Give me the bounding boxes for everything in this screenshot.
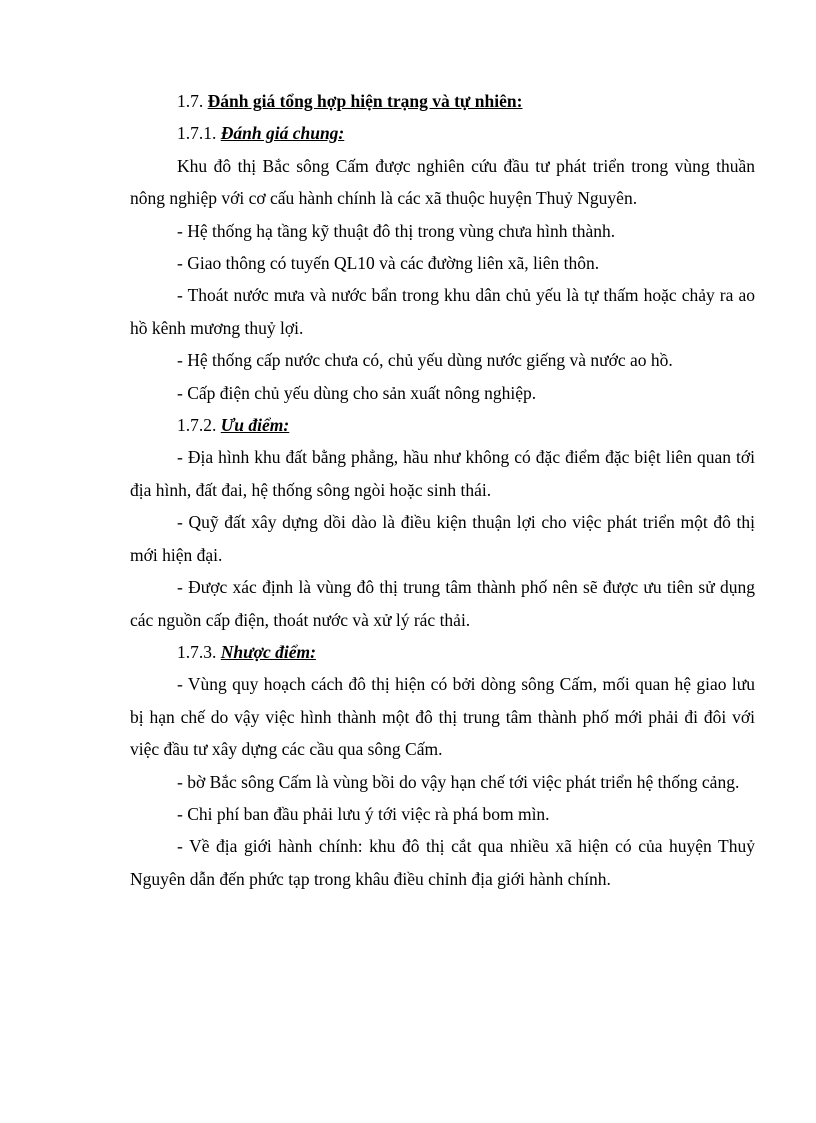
section-heading-1-7-2 bbox=[130, 409, 755, 441]
list-item: - Về địa giới hành chính: khu đô thị cắt qua nhiều xã hiện có của huyện Thuỷ Nguyên dẫn đến phức tạp trong khâu điều chỉnh địa giới hành chính. bbox=[130, 836, 755, 889]
section-number: 1.7.1. bbox=[177, 123, 217, 144]
document-body bbox=[130, 85, 755, 895]
section-number: 1.7.2. bbox=[177, 415, 217, 436]
section-heading-1-7-3 bbox=[130, 636, 755, 668]
paragraph: Khu đô thị Bắc sông Cấm được nghiên cứu đầu tư phát triển trong vùng thuần nông nghiệp với cơ cấu hành chính là các xã thuộc huyện Thuỷ Nguyên. bbox=[130, 155, 755, 209]
list-item: - bờ Bắc sông Cấm là vùng bồi do vậy hạn chế tới việc phát triển hệ thống cảng. bbox=[177, 771, 740, 792]
section-heading-1-7 bbox=[130, 85, 755, 117]
section-number: 1.7.3. bbox=[177, 641, 217, 662]
list-item: - Thoát nước mưa và nước bẩn trong khu dân chủ yếu là tự thấm hoặc chảy ra ao hồ kênh mương thuỷ lợi. bbox=[130, 285, 755, 338]
list-item: - Cấp điện chủ yếu dùng cho sản xuất nông nghiệp. bbox=[177, 382, 537, 403]
list-item: - Quỹ đất xây dựng dồi dào là điều kiện thuận lợi cho việc phát triển một đô thị mới hiện đại. bbox=[130, 512, 755, 565]
list-item: - Hệ thống hạ tầng kỹ thuật đô thị trong vùng chưa hình thành. bbox=[177, 220, 616, 241]
section-title: Nhược điểm: bbox=[220, 641, 316, 662]
list-item: - Chi phí ban đầu phải lưu ý tới việc rà phá bom mìn. bbox=[177, 803, 550, 824]
list-item: - Được xác định là vùng đô thị trung tâm thành phố nên sẽ được ưu tiên sử dụng các nguồn cấp điện, thoát nước và xử lý rác thải. bbox=[130, 577, 755, 630]
section-heading-1-7-1 bbox=[130, 117, 755, 149]
list-item: - Vùng quy hoạch cách đô thị hiện có bởi dòng sông Cấm, mối quan hệ giao lưu bị hạn chế do vậy việc hình thành một đô thị trung tâm thành phố mới phải đi đôi với việc đầu tư xây dựng các cầu qua sông Cấm. bbox=[130, 674, 755, 760]
section-number: 1.7. bbox=[177, 91, 204, 111]
list-item: - Địa hình khu đất bằng phẳng, hầu như không có đặc điểm đặc biệt liên quan tới địa hình, đất đai, hệ thống sông ngòi hoặc sinh thái. bbox=[130, 447, 755, 500]
list-item: - Hệ thống cấp nước chưa có, chủ yếu dùng nước giếng và nước ao hồ. bbox=[177, 350, 673, 371]
list-item: - Giao thông có tuyến QL10 và các đường liên xã, liên thôn. bbox=[177, 253, 600, 274]
section-title: Ưu điểm: bbox=[220, 415, 290, 436]
section-title: Đánh giá tổng hợp hiện trạng và tự nhiên: bbox=[207, 91, 523, 111]
section-title: Đánh giá chung: bbox=[220, 123, 345, 144]
